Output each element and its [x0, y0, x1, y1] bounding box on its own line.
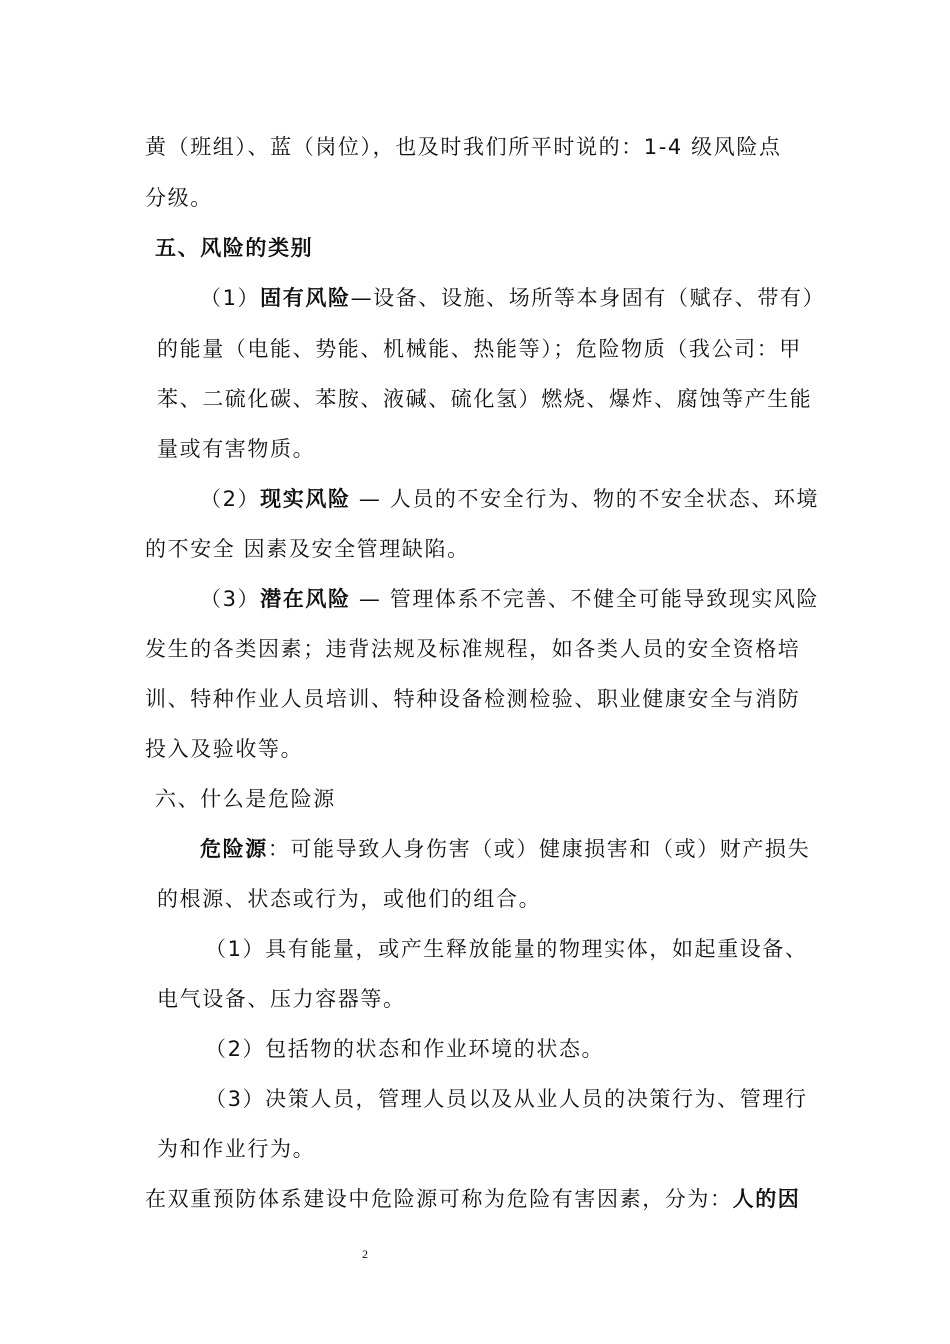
paragraph-line [200, 484, 819, 514]
term-potential-risk: 潜在风险 [260, 587, 351, 611]
paragraph-line: 的根源、状态或行为，或他们的组合。 [157, 887, 542, 911]
paragraph-line: 电气设备、压力容器等。 [157, 987, 406, 1011]
term-actual-risk: 现实风险 [260, 487, 351, 511]
paragraph-line: 量或有害物质。 [157, 437, 316, 461]
item-number: （2） [200, 487, 261, 511]
page-number: 2 [362, 1247, 368, 1261]
paragraph-line: 发生的各类因素；违背法规及标准规程，如各类人员的安全资格培 [145, 637, 801, 661]
paragraph-line: 训、特种作业人员培训、特种设备检测检验、职业健康安全与消防 [145, 687, 801, 711]
item-number: （1） [200, 286, 261, 310]
paragraph-line [200, 283, 825, 313]
paragraph-line: 的能量（电能、势能、机械能、热能等）；危险物质（我公司：甲 [157, 337, 802, 361]
definition-text: —设备、设施、场所等本身固有（赋存、带有） [350, 286, 826, 310]
paragraph-line: 为和作业行为。 [157, 1137, 316, 1161]
paragraph-line [200, 584, 819, 614]
definition-text: — 管理体系不完善、不健全可能导致现实风险 [350, 587, 820, 611]
definition-text: — 人员的不安全行为、物的不安全状态、环境 [350, 487, 820, 511]
paragraph-line: （1）具有能量，或产生释放能量的物理实体，如起重设备、 [205, 937, 808, 961]
paragraph-line: 苯、二硫化碳、苯胺、液碱、硫化氢）燃烧、爆炸、腐蚀等产生能 [157, 387, 813, 411]
item-number: （3） [200, 587, 261, 611]
paragraph-line: 投入及验收等。 [145, 737, 304, 761]
term-hazard-source: 危险源 [200, 837, 268, 861]
term-inherent-risk: 固有风险 [260, 286, 351, 310]
paragraph-line [200, 834, 810, 864]
paragraph-line: 黄（班组）、蓝（岗位），也及时我们所平时说的：1-4 级风险点 [145, 135, 782, 159]
section-heading-6: 六、什么是危险源 [155, 787, 336, 811]
term-human-factor: 人的因 [732, 1187, 801, 1211]
paragraph-line [145, 1184, 800, 1214]
section-heading-5: 五、风险的类别 [155, 236, 314, 260]
paragraph-line: （3）决策人员，管理人员以及从业人员的决策行为、管理行 [205, 1087, 808, 1111]
definition-text: ：可能导致人身伤害（或）健康损害和（或）财产损失 [267, 837, 811, 861]
paragraph-line: （2）包括物的状态和作业环境的状态。 [205, 1037, 605, 1061]
paragraph-line: 分级。 [145, 186, 213, 210]
paragraph-line: 的不安全 因素及安全管理缺陷。 [145, 537, 470, 561]
body-text: 在双重预防体系建设中危险源可称为危险有害因素，分为： [145, 1187, 733, 1211]
